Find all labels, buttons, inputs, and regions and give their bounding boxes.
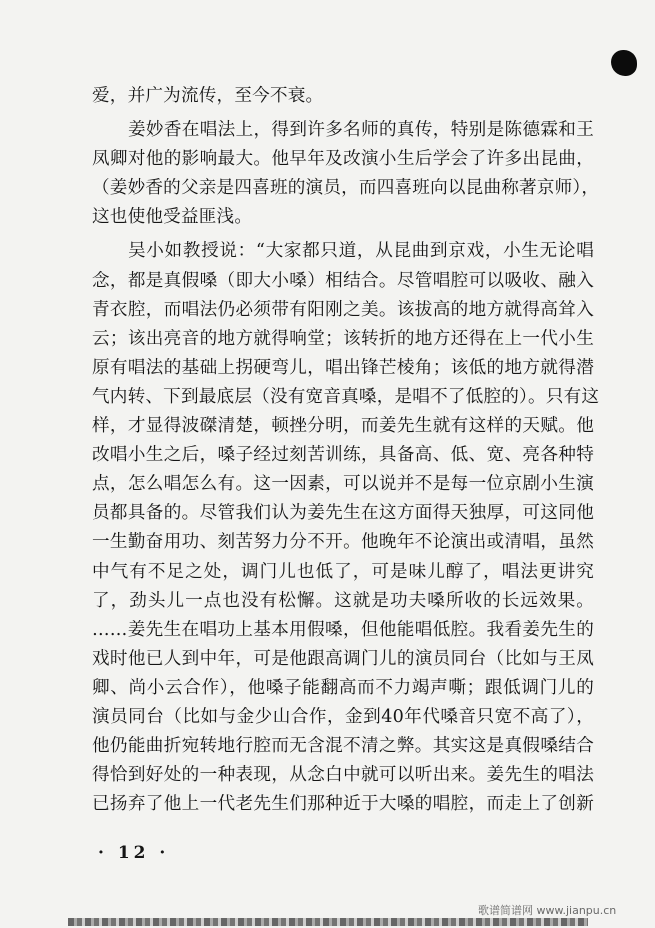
text-line: 爱，并广为流传，至今不衰。 (92, 86, 324, 106)
text-line: 气内转、下到最底层（没有宽音真嗓，是唱不了低腔的）。只有这 (92, 386, 600, 407)
text-line: 他仍能曲折宛转地行腔而无含混不清之弊。其实这是真假嗓结合 (92, 736, 594, 757)
text-line: 戏时他已人到中年，可是他跟高调门儿的演员同台（比如与王凤 (92, 648, 594, 669)
text-line: 姜妙香在唱法上，得到许多名师的真传，特别是陈德霖和王 (128, 120, 594, 141)
scan-edge-strip (68, 918, 588, 926)
text-line: 了，劲头儿一点也没有松懈。这就是功夫嗓所收的长远效果。 (92, 590, 594, 611)
text-line: 青衣腔，而唱法仍必须带有阳刚之美。该拔高的地方就得高耸入 (92, 299, 594, 320)
text-line: （姜妙香的父亲是四喜班的演员，而四喜班向以昆曲称著京师）， (92, 178, 600, 199)
text-line: 点，怎么唱怎么有。这一因素，可以说并不是每一位京剧小生演 (92, 474, 594, 495)
text-line: 卿、尚小云合作），他嗓子能翻高而不力竭声嘶；跟低调门儿的 (92, 677, 594, 698)
text-line: 一生勤奋用功、刻苦努力分不开。他晚年不论演出或清唱，虽然 (92, 532, 594, 553)
watermark: 歌谱简谱网 www.jianpu.cn (478, 904, 617, 917)
page-number: · 12 · (98, 843, 170, 863)
text-line: 原有唱法的基础上拐硬弯儿，唱出锋芒棱角；该低的地方就得潜 (92, 357, 594, 378)
text-line: 已扬弃了他上一代老先生们那种近于大嗓的唱腔，而走上了创新 (92, 794, 594, 815)
text-line: 凤卿对他的影响最大。他早年及改演小生后学会了许多出昆曲， (92, 149, 594, 170)
text-line: 中气有不足之处，调门儿也低了，可是味儿醇了，唱法更讲究 (92, 561, 594, 582)
text-line: 这也使他受益匪浅。 (92, 207, 253, 228)
text-line: ……姜先生在唱功上基本用假嗓，但他能唱低腔。我看姜先生的 (92, 619, 594, 640)
text-line: 演员同台（比如与金少山合作，金到40年代嗓音只宽不高了）， (92, 706, 594, 727)
body-text (92, 82, 600, 819)
text-line: 样，才显得波磔清楚，顿挫分明，而姜先生就有这样的天赋。他 (92, 416, 594, 437)
ink-blot (611, 50, 637, 76)
text-line: 云；该出亮音的地方就得响堂；该转折的地方还得在上一代小生 (92, 328, 594, 349)
text-line: 吴小如教授说：“大家都只道，从昆曲到京戏，小生无论唱 (128, 241, 594, 262)
text-line: 改唱小生之后，嗓子经过刻苦训练，具备高、低、宽、亮各种特 (92, 445, 594, 466)
text-line: 员都具备的。尽管我们认为姜先生在这方面得天独厚，可这同他 (92, 503, 594, 524)
text-line: 念，都是真假嗓（即大小嗓）相结合。尽管唱腔可以吸收、融入 (92, 270, 594, 291)
text-line: 得恰到好处的一种表现，从念白中就可以听出来。姜先生的唱法 (92, 765, 594, 786)
